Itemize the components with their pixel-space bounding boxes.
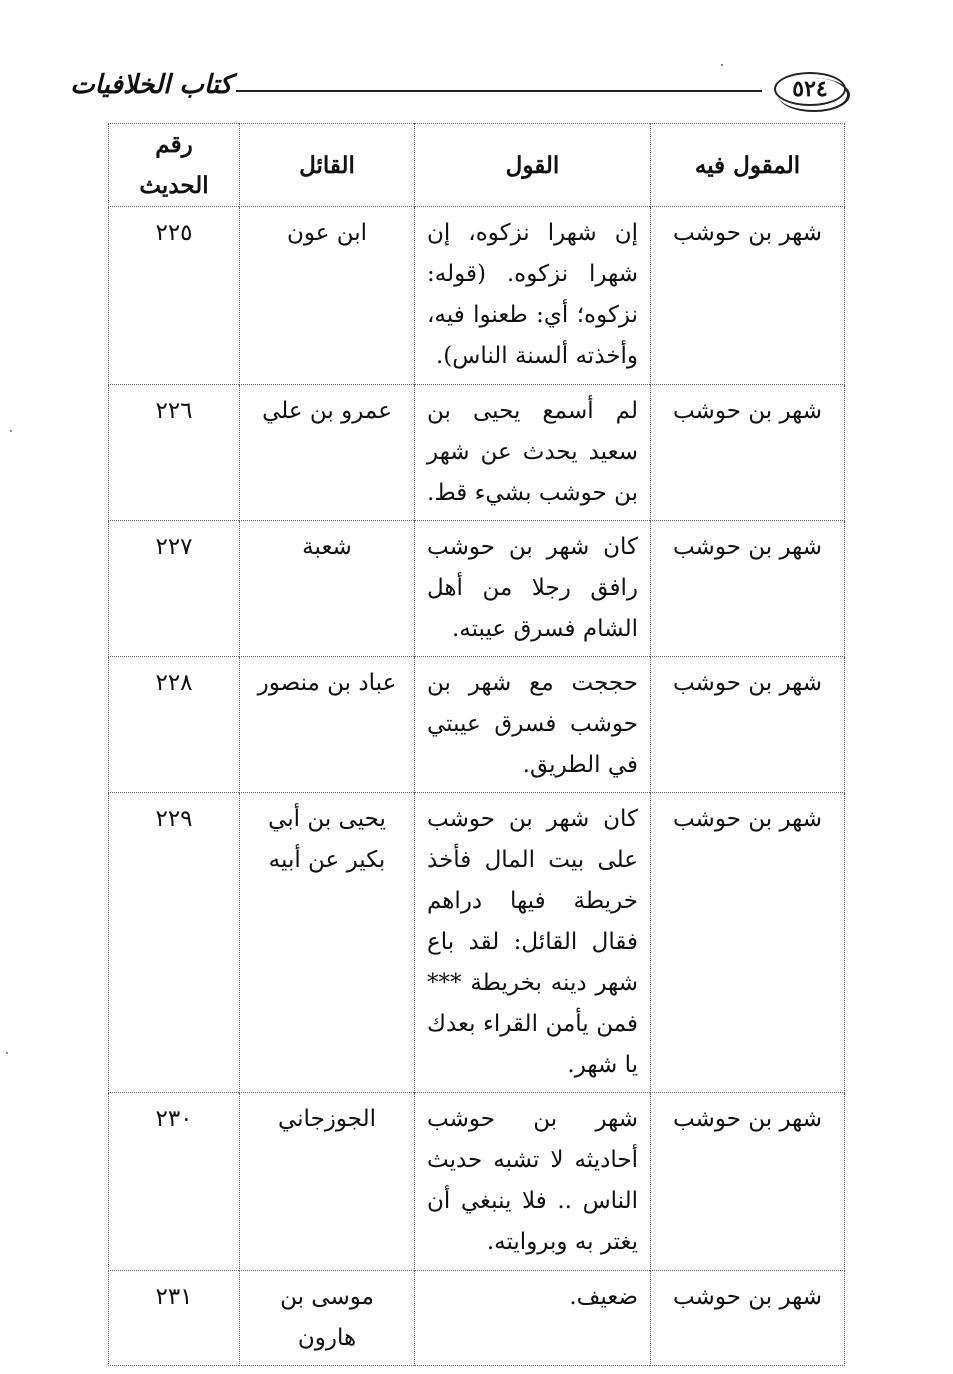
cell-saying: شهر بن حوشب أحاديثه لا تشبه حديث الناس .. فلا ينبغي أن يغتر به وبروايته. <box>415 1093 651 1271</box>
table-row <box>109 1271 845 1366</box>
cell-saying: لم أسمع يحيى بن سعيد يحدث عن شهر بن حوشب بشيء قط. <box>415 385 651 521</box>
table-row <box>109 385 845 521</box>
cell-saying: كان شهر بن حوشب رافق رجلا من أهل الشام فسرق عيبته. <box>415 521 651 657</box>
table-row <box>109 1093 845 1271</box>
cell-number: ٢٢٧ <box>109 521 240 657</box>
cell-number: ٢٢٩ <box>109 793 240 1093</box>
book-title: كتاب الخلافيات <box>70 70 232 100</box>
cell-subject: شهر بن حوشب <box>651 657 845 793</box>
cell-subject: شهر بن حوشب <box>651 207 845 385</box>
cell-number: ٢٣١ <box>109 1271 240 1366</box>
cell-speaker: شعبة <box>240 521 415 657</box>
table-row <box>109 657 845 793</box>
cell-speaker: عباد بن منصور <box>240 657 415 793</box>
cell-speaker: الجوزجاني <box>240 1093 415 1271</box>
table-row <box>109 793 845 1093</box>
cell-saying: كان شهر بن حوشب على بيت المال فأخذ خريطة فيها دراهم فقال القائل: لقد باع شهر دينه بخريطة *** فمن يأمن القراء بعدك يا شهر. <box>415 793 651 1093</box>
cell-subject: شهر بن حوشب <box>651 521 845 657</box>
cell-speaker: يحيى بن أبي بكير عن أبيه <box>240 793 415 1093</box>
cell-saying: إن شهرا نزكوه، إن شهرا نزكوه. (قوله: نزكوه؛ أي: طعنوا فيه، وأخذته ألسنة الناس). <box>415 207 651 385</box>
scan-speck <box>10 430 12 432</box>
cell-number: ٢٢٨ <box>109 657 240 793</box>
scan-speck <box>6 1052 8 1054</box>
table-row <box>109 207 845 385</box>
header-rule <box>236 90 762 92</box>
column-header-subject: المقول فيه <box>651 124 845 207</box>
column-header-saying: القول <box>415 124 651 207</box>
table-header-row <box>109 124 845 207</box>
cell-subject: شهر بن حوشب <box>651 385 845 521</box>
narrations-table <box>108 123 845 1366</box>
cell-subject: شهر بن حوشب <box>651 1093 845 1271</box>
cell-subject: شهر بن حوشب <box>651 793 845 1093</box>
cell-number: ٢٢٦ <box>109 385 240 521</box>
cell-subject: شهر بن حوشب <box>651 1271 845 1366</box>
column-header-speaker: القائل <box>240 124 415 207</box>
scan-speck <box>721 64 723 66</box>
cell-speaker: عمرو بن علي <box>240 385 415 521</box>
cell-speaker: موسى بن هارون <box>240 1271 415 1366</box>
cell-saying: ضعيف. <box>415 1271 651 1366</box>
page-header <box>70 70 846 114</box>
column-header-number: رقم الحديث <box>109 124 240 207</box>
page-number-badge: ٥٢٤ <box>774 72 846 106</box>
cell-number: ٢٣٠ <box>109 1093 240 1271</box>
cell-number: ٢٢٥ <box>109 207 240 385</box>
cell-saying: حججت مع شهر بن حوشب فسرق عيبتي في الطريق. <box>415 657 651 793</box>
table-row <box>109 521 845 657</box>
cell-speaker: ابن عون <box>240 207 415 385</box>
